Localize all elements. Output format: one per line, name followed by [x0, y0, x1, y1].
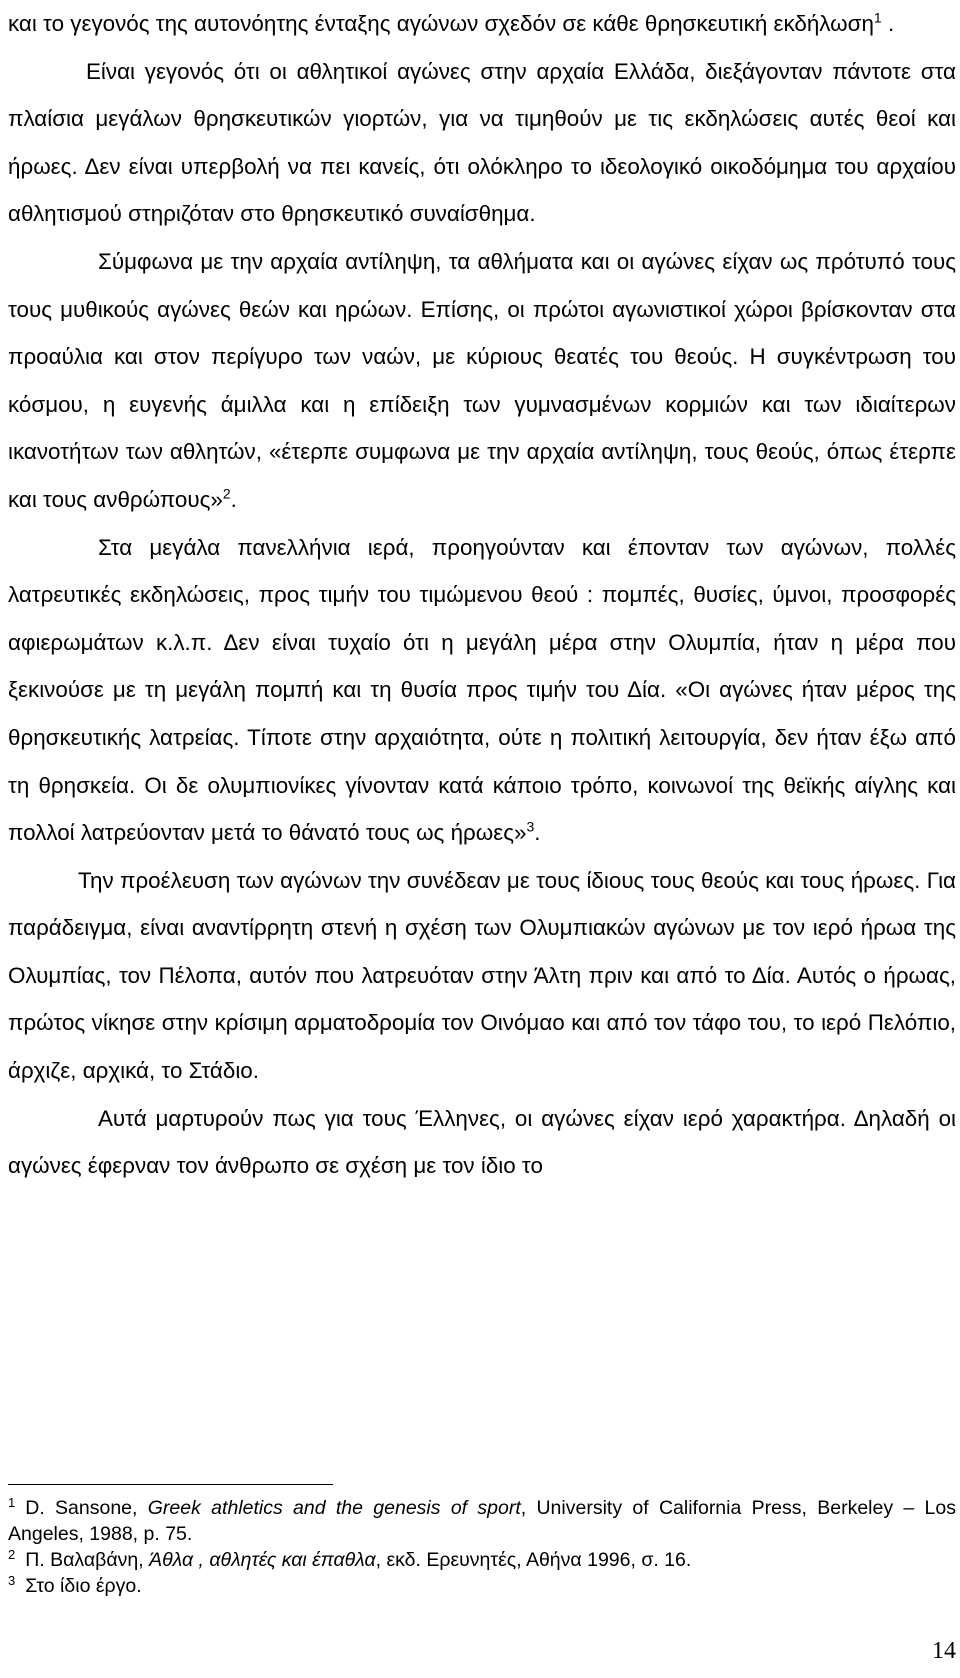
page-number: 14: [932, 1638, 956, 1664]
paragraph-2: Είναι γεγονός ότι οι αθλητικοί αγώνες στην αρχαία Ελλάδα, διεξάγονταν πάντοτε στα πλαίσια μεγάλων θρησκευτικών γιορτών, για να τιμηθούν με τις εκδηλώσεις αυτές θεοί και ήρωες. Δεν είναι υπερβολή να πει κανείς, ότι ολόκληρο το ιδεολογικό οικοδόμημα του αρχαίου αθλητισμού στηριζόταν στο θρησκευτικό συναίσθημα.: [8, 58, 956, 227]
footnote-number: 1: [8, 1494, 16, 1510]
footnote-title: Greek athletics and the genesis of sport: [147, 1497, 521, 1519]
paragraph-4: Στα μεγάλα πανελλήνια ιερά, προηγούνταν και έπονταν των αγώνων, πολλές λατρευτικές εκδηλώσεις, προς τιμήν του τιμώμενου θεού : πομπές, θυσίες, ύμνοι, προσφορές αφιερωμάτων κ.λ.π. Δεν είναι τυχαίο ότι η μεγάλη μέρα στην Ολυμπία, ήταν η μέρα που ξεκινούσε με τη μεγάλη πομπή και τη θυσία προς τιμήν του Δία. «Οι αγώνες ήταν μέρος της θρησκευτικής λατρείας. Τίποτε στην αρχαιότητα, ούτε η πολιτική λειτουργία, δεν ήταν έξω από τη θρησκεία. Οι δε ολυμπιονίκες γίνονταν κατά κάποιο τρόπο, κοινωνοί της θεϊκής αίγλης και πολλοί λατρεύονταν μετά το θάνατό τους ως ήρωες»$^3$.: [8, 534, 956, 846]
paragraph-1: και το γεγονός της αυτονόητης ένταξης αγώνων σχεδόν σε κάθε θρησκευτική εκδήλωση$^1$ .: [8, 9, 895, 36]
footnotes: [8, 1495, 956, 1599]
footnote-divider: [8, 1484, 333, 1485]
footnote-2: $^2$ Π. Βαλαβάνη, Άθλα , αθλητές και έπαθλα, εκδ. Ερευνητές, Αθήνα 1996, σ. 16.: [8, 1546, 692, 1571]
footnote-number: 3: [8, 1572, 16, 1588]
footnote-3: $^3$ Στο ίδιο έργο.: [8, 1572, 142, 1597]
footnote-1: $^1$ D. Sansone, Greek athletics and the genesis of sport, University of California Press, Berkeley – Los Angeles, 1988, p. 75.: [8, 1494, 956, 1545]
footnote-ref-3: 3: [526, 818, 535, 835]
footnote-number: 2: [8, 1546, 16, 1562]
paragraph-6: Αυτά μαρτυρούν πως για τους Έλληνες, οι αγώνες είχαν ιερό χαρακτήρα. Δηλαδή οι αγώνες έφερναν τον άνθρωπο σε σχέση με τον ίδιο το: [8, 1105, 956, 1179]
footnote-ref-2: 2: [222, 485, 231, 502]
paragraph-3: Σύμφωνα με την αρχαία αντίληψη, τα αθλήματα και οι αγώνες είχαν ως πρότυπό τους τους μυθικούς αγώνες θεών και ηρώων. Επίσης, οι πρώτοι αγωνιστικοί χώροι βρίσκονταν στα προαύλια και στον περίγυρο των ναών, με κύριους θεατές του θεούς. Η συγκέντρωση του κόσμου, η ευγενής άμιλλα και η επίδειξη των γυμνασμένων κορμιών και των ιδιαίτερων ικανοτήτων των αθλητών, «έτερπε συμφωνα με την αρχαία αντίληψη, τους θεούς, όπως έτερπε και τους ανθρώπους»$^2$.: [8, 248, 956, 512]
paragraph-5: Την προέλευση των αγώνων την συνέδεαν με τους ίδιους τους θεούς και τους ήρωες. Για παράδειγμα, είναι αναντίρρητη στενή η σχέση των Ολυμπιακών αγώνων με τον ιερό ήρωα της Ολυμπίας, τον Πέλοπα, αυτόν που λατρευόταν στην Άλτη πριν και από το Δία. Αυτός ο ήρωας, πρώτος νίκησε στην κρίσιμη αρματοδρομία τον Οινόμαο και από τον τάφο του, το ιερό Πελόπιο, άρχιζε, αρχικά, το Στάδιο.: [8, 867, 956, 1084]
footnote-title: Άθλα , αθλητές και έπαθλα: [149, 1549, 376, 1571]
body-text: [8, 0, 956, 1190]
footnote-ref-1: 1: [873, 9, 882, 26]
